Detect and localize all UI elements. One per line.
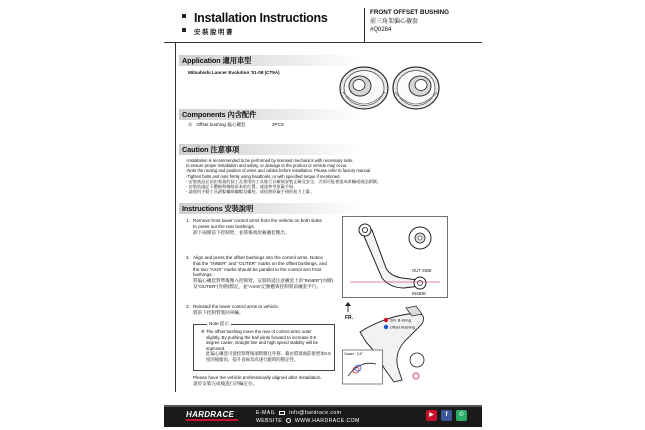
footer-website-row bbox=[256, 418, 360, 424]
product-name-cn: 前三角架偏心襯套 bbox=[370, 18, 419, 25]
component-item bbox=[188, 122, 246, 127]
page-subtitle: 安裝說明書 bbox=[194, 29, 234, 36]
component-index: ① bbox=[188, 122, 193, 127]
note-box bbox=[193, 321, 335, 371]
offset-bushing-marker bbox=[384, 325, 388, 329]
step-2: 2. Align and press the offset bushings into the control arms. Notice that the "INNER" and "OUTER" marks on the offset bushings, and the two "AXIS" marks should be parallel to the control arm front bushings. 將偏心襯套對準後壓入控制臂，安裝時請注意襯套上的"INNER"(內側) 及"OUTER"(外側)標記，並"AXIS"記號應與控制臂前襯套平行。 bbox=[186, 255, 334, 289]
header bbox=[164, 8, 482, 42]
fr-label: FR. bbox=[345, 315, 354, 321]
fr-arrow-icon bbox=[345, 302, 351, 312]
footer-stripe bbox=[164, 405, 482, 407]
diagram-label-inside: INSIDE bbox=[412, 291, 426, 296]
brand-logo-underline bbox=[186, 419, 238, 421]
suspension-assembly-diagram bbox=[342, 302, 448, 386]
facebook-icon[interactable]: f bbox=[441, 410, 452, 421]
step-number: 1. bbox=[186, 218, 190, 223]
component-qty: 2PCS bbox=[272, 122, 285, 127]
step-number: 2. bbox=[186, 255, 190, 260]
application-heading: Application 適用車型 bbox=[179, 55, 361, 66]
mail-icon bbox=[279, 411, 285, 415]
email-link[interactable]: info@hardrace.com bbox=[289, 410, 342, 416]
zoom-caption: Caster : 0.5° bbox=[344, 352, 363, 356]
caution-line: - 安裝前請記下纜線和線路原本的位置，或請參考原廠手冊。 bbox=[186, 184, 298, 190]
bushing-illustration-left bbox=[340, 67, 388, 109]
bushing-illustration-right bbox=[393, 67, 439, 109]
step-1: 1. Remove front lower control arms from the vehicle on both sides to press out the rear bushings. 卸下兩側前下控制臂，並將後端原廠襯套壓出。 bbox=[186, 218, 322, 235]
part-number: #Q0284 bbox=[370, 27, 392, 33]
website-label: WEBSITE bbox=[256, 418, 283, 424]
caution-text bbox=[186, 158, 381, 194]
offset-bushing-product-image bbox=[333, 56, 448, 114]
footer-email-row bbox=[256, 410, 341, 416]
caution-line: -Installation is recommended to be performed by licensed mechanics with necessary tools bbox=[186, 158, 353, 163]
caution-line: - 請使用手動工具鎖緊螺絲螺帽及螺栓，或依照原廠手冊的扭力上緊。 bbox=[186, 189, 315, 195]
closing-note: Please have the vehicle professionally aligned after installation. 請於安裝完成後進行四輪定位。 bbox=[193, 375, 322, 386]
note-label: Note 提示 bbox=[209, 321, 229, 326]
component-name: Offset bushing 偏心襯套 bbox=[196, 122, 246, 127]
globe-icon bbox=[286, 418, 291, 423]
header-rule bbox=[164, 42, 482, 43]
instructions-heading: Instructions 安裝說明 bbox=[179, 203, 361, 214]
email-label: E-MAIL bbox=[256, 410, 276, 416]
step-number: 3. bbox=[186, 304, 190, 309]
control-arm-diagram bbox=[342, 216, 448, 298]
margin-rule bbox=[175, 42, 176, 392]
legend-std: Std. B-string bbox=[390, 318, 411, 323]
diagram-label-outside: OUT SIDE bbox=[412, 268, 432, 273]
footer bbox=[164, 405, 482, 427]
header-square-icon bbox=[182, 28, 186, 32]
caution-line: to ensure proper installation and safety, or damage to the product or vehicle may occur. bbox=[186, 163, 348, 169]
std-bushing-marker bbox=[384, 318, 388, 322]
product-name: FRONT OFFSET BUSHING bbox=[370, 9, 450, 16]
page-title: Installation Instructions bbox=[194, 11, 328, 25]
components-heading: Components 內含配件 bbox=[179, 109, 361, 120]
youtube-icon[interactable]: ▶ bbox=[426, 410, 437, 421]
product-info bbox=[370, 9, 449, 35]
step-3: 3. Reinstall the lower control arms to vehicle. 將前下控制臂裝回車輛。 bbox=[186, 304, 280, 315]
header-square-icon bbox=[182, 14, 186, 18]
caution-line: -Tighten bolts and nuts firmly using handtools, or with specified torque if mentioned. bbox=[186, 173, 341, 179]
brand-logo: HARDRACE bbox=[186, 410, 235, 419]
wechat-icon[interactable]: ✆ bbox=[456, 410, 467, 421]
website-link[interactable]: WWW.HARDRACE.COM bbox=[294, 418, 360, 424]
caution-heading: Caution 注意事項 bbox=[179, 144, 361, 155]
note-text: ※ The offset bushing move the rear of control arms outer slightly. By pushing the ball joints forward to increase 0.5 degree caster, straight line and high speed stability will be improved. 此偏心襯套可使控制臂後端稍微往外移，藉由將球頭前推增加0.5 度的後傾角，提升直線及高速行駛時的穩定性。 bbox=[201, 329, 331, 362]
header-divider bbox=[364, 8, 365, 42]
caution-line: -Note the routing and position of wires and cables before installation. Please refer to factory manual. bbox=[186, 168, 372, 174]
legend-offset: Offset Bushing bbox=[390, 325, 415, 330]
vehicle-model: Mitsubishi Lancer Evolution '01-08 (CT9A) bbox=[188, 70, 280, 75]
caution-line: - 安裝商品必須由專業的技工及專用的工具進行以確保安裝正確及安全，否則可能會造成車輛或商品損壞。 bbox=[186, 178, 382, 184]
